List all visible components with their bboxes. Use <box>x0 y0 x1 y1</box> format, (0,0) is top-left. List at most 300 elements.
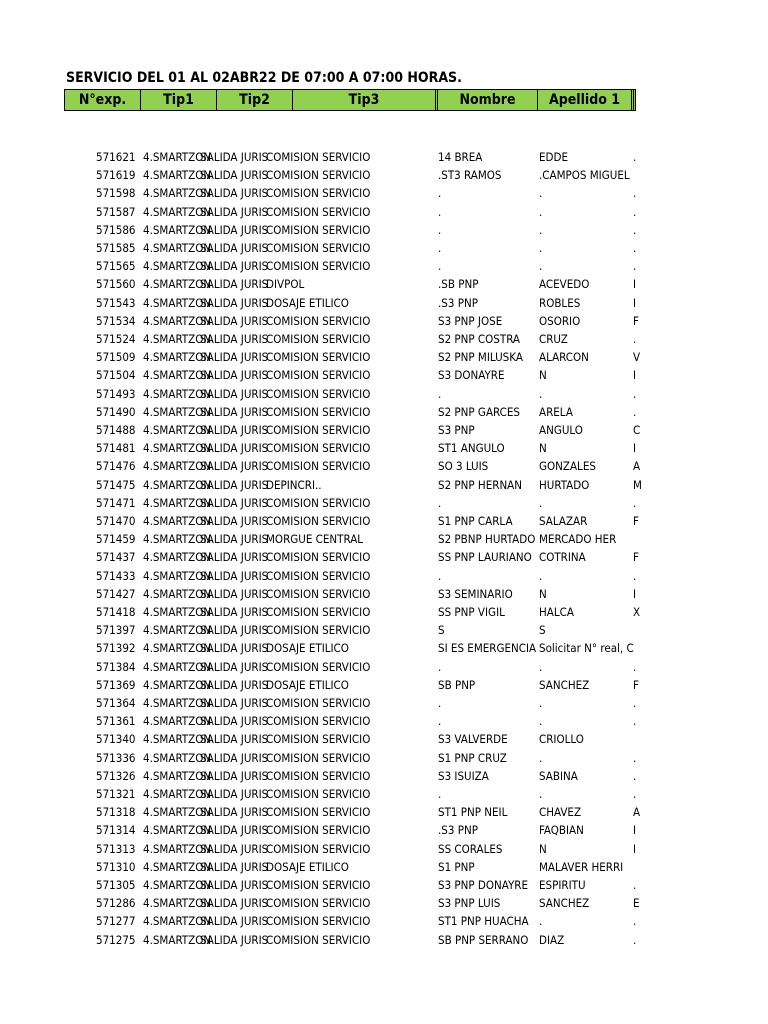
table-cell[interactable]: I <box>633 295 637 310</box>
table-cell[interactable]: . <box>539 259 543 274</box>
table-cell[interactable]: S3 PNP <box>438 423 475 437</box>
table-cell[interactable]: SABINA <box>539 768 578 783</box>
table-cell[interactable]: SALIDA JURIS <box>200 841 269 856</box>
table-cell[interactable]: . <box>539 659 543 674</box>
table-cell[interactable]: 4.SMARTZON <box>143 878 212 892</box>
table-cell[interactable]: SALIDA JURIS <box>200 186 269 201</box>
table-cell[interactable]: . <box>539 714 543 729</box>
table-cell[interactable]: 571471 <box>96 495 136 510</box>
table-cell[interactable]: 571314 <box>96 823 136 838</box>
table-cell[interactable]: 571543 <box>96 295 136 310</box>
table-cell[interactable]: .ST3 RAMOS <box>438 168 502 183</box>
table-cell[interactable]: MERCADO HER <box>539 532 617 547</box>
table-cell[interactable]: SALIDA JURIS <box>200 204 269 219</box>
table-cell[interactable]: 571598 <box>96 186 136 201</box>
table-cell[interactable]: SANCHEZ <box>539 677 590 692</box>
table-cell[interactable]: . <box>539 386 543 401</box>
table-cell[interactable]: SALIDA JURIS <box>200 932 269 947</box>
table-cell[interactable]: ROBLES <box>539 295 581 310</box>
table-cell[interactable]: S3 PNP LUIS <box>438 896 501 911</box>
table-cell[interactable]: COMISION SERVICIO <box>266 313 371 328</box>
table-cell[interactable]: S2 PNP GARCES <box>438 404 520 419</box>
table-cell[interactable]: CRUZ <box>539 332 568 346</box>
table-cell[interactable]: COMISION SERVICIO <box>266 404 371 419</box>
table-cell[interactable]: 4.SMARTZON <box>143 404 212 419</box>
table-cell[interactable]: 571392 <box>96 641 136 656</box>
table-cell[interactable]: 4.SMARTZON <box>143 222 212 237</box>
table-cell[interactable]: . <box>633 659 637 674</box>
table-cell[interactable]: DOSAJE ETILICO <box>266 641 349 656</box>
table-cell[interactable]: MORGUE CENTRAL <box>266 532 364 547</box>
table-cell[interactable]: . <box>539 204 543 219</box>
table-cell[interactable]: COMISION SERVICIO <box>266 150 371 164</box>
table-cell[interactable]: 571488 <box>96 423 136 437</box>
table-cell[interactable]: S3 PNP JOSE <box>438 313 503 328</box>
table-cell[interactable]: SALIDA JURIS <box>200 768 269 783</box>
table-cell[interactable]: .S3 PNP <box>438 823 478 838</box>
table-cell[interactable]: SALIDA JURIS <box>200 714 269 729</box>
table-cell[interactable]: 4.SMARTZON <box>143 896 212 911</box>
table-cell[interactable]: 4.SMARTZON <box>143 932 212 947</box>
table-cell[interactable]: SALIDA JURIS <box>200 495 269 510</box>
table-cell[interactable]: . <box>438 659 442 674</box>
table-cell[interactable]: 4.SMARTZON <box>143 514 212 528</box>
table-cell[interactable]: . <box>438 696 442 710</box>
table-cell[interactable]: S1 PNP <box>438 859 475 874</box>
table-cell[interactable]: . <box>633 150 637 164</box>
table-cell[interactable]: S3 VALVERDE <box>438 732 508 747</box>
table-cell[interactable]: 4.SMARTZON <box>143 732 212 747</box>
table-cell[interactable]: 4.SMARTZON <box>143 495 212 510</box>
table-cell[interactable]: F <box>633 313 639 328</box>
column-header-nombre[interactable]: Nombre <box>438 90 538 110</box>
table-cell[interactable]: COMISION SERVICIO <box>266 459 371 474</box>
table-cell[interactable]: COMISION SERVICIO <box>266 550 371 565</box>
table-cell[interactable]: . <box>438 222 442 237</box>
table-cell[interactable] <box>633 166 640 184</box>
table-cell[interactable]: SALIDA JURIS <box>200 787 269 801</box>
table-cell[interactable]: CHAVEZ <box>539 805 582 820</box>
table-cell[interactable]: . <box>438 186 442 201</box>
table-cell[interactable]: I <box>633 586 637 601</box>
table-cell[interactable]: . <box>633 386 637 401</box>
table-cell[interactable]: . <box>633 495 637 510</box>
column-header-tip3[interactable]: Tip3 <box>293 90 438 110</box>
table-cell[interactable]: 571481 <box>96 441 136 456</box>
table-cell[interactable]: SALIDA JURIS <box>200 168 269 183</box>
table-cell[interactable]: 4.SMARTZON <box>143 313 212 328</box>
table-cell[interactable]: . <box>539 495 543 510</box>
table-cell[interactable]: . <box>633 259 637 274</box>
table-cell[interactable]: OSORIO <box>539 313 581 328</box>
table-cell[interactable]: I <box>633 368 637 383</box>
table-cell[interactable]: COMISION SERVICIO <box>266 914 371 929</box>
table-cell[interactable]: 4.SMARTZON <box>143 841 212 856</box>
table-cell[interactable]: 571418 <box>96 605 136 619</box>
table-cell[interactable]: SALIDA JURIS <box>200 459 269 474</box>
table-cell[interactable]: . <box>438 568 442 583</box>
table-cell[interactable]: ARELA <box>539 404 573 419</box>
table-cell[interactable]: .SB PNP <box>438 277 479 292</box>
table-cell[interactable]: S2 PNP HERNAN <box>438 477 522 492</box>
table-cell[interactable]: DOSAJE ETILICO <box>266 295 349 310</box>
table-cell[interactable]: 571361 <box>96 714 136 729</box>
table-cell[interactable]: . <box>633 222 637 237</box>
table-cell[interactable]: . <box>539 696 543 710</box>
table-cell[interactable]: COMISION SERVICIO <box>266 696 371 710</box>
table-cell[interactable]: COMISION SERVICIO <box>266 495 371 510</box>
table-cell[interactable]: S3 ISUIZA <box>438 768 489 783</box>
table-cell[interactable]: . <box>633 186 637 201</box>
table-cell[interactable]: COMISION SERVICIO <box>266 714 371 729</box>
table-cell[interactable]: 571427 <box>96 586 136 601</box>
table-cell[interactable]: . <box>539 787 543 801</box>
table-cell[interactable]: S3 SEMINARIO <box>438 586 513 601</box>
table-cell[interactable]: 14 BREA <box>438 150 483 164</box>
table-cell[interactable]: F <box>633 514 639 528</box>
table-cell[interactable]: 4.SMARTZON <box>143 204 212 219</box>
table-cell[interactable]: COMISION SERVICIO <box>266 441 371 456</box>
table-cell[interactable]: S <box>438 623 445 638</box>
table-cell[interactable]: COMISION SERVICIO <box>266 896 371 911</box>
table-cell[interactable]: 4.SMARTZON <box>143 859 212 874</box>
table-cell[interactable]: SALIDA JURIS <box>200 696 269 710</box>
table-cell[interactable]: 4.SMARTZON <box>143 914 212 929</box>
table-cell[interactable]: 4.SMARTZON <box>143 441 212 456</box>
table-cell[interactable]: 571475 <box>96 477 136 492</box>
table-cell[interactable]: 571586 <box>96 222 136 237</box>
table-cell[interactable]: N <box>539 586 547 601</box>
table-cell[interactable]: 571493 <box>96 386 136 401</box>
table-cell[interactable]: 571286 <box>96 896 136 911</box>
table-cell[interactable]: 4.SMARTZON <box>143 805 212 820</box>
table-cell[interactable]: . <box>539 222 543 237</box>
table-cell[interactable]: ST1 PNP NEIL <box>438 805 508 820</box>
table-cell[interactable]: 4.SMARTZON <box>143 750 212 765</box>
table-cell[interactable]: SALIDA JURIS <box>200 404 269 419</box>
table-cell[interactable]: 4.SMARTZON <box>143 568 212 583</box>
table-cell[interactable]: 571509 <box>96 350 136 365</box>
table-cell[interactable]: 571534 <box>96 313 136 328</box>
table-cell[interactable]: . <box>633 204 637 219</box>
table-cell[interactable]: SALIDA JURIS <box>200 350 269 365</box>
table-cell[interactable]: SS CORALES <box>438 841 503 856</box>
table-cell[interactable] <box>633 730 640 748</box>
table-cell[interactable]: 4.SMARTZON <box>143 459 212 474</box>
table-cell[interactable]: COMISION SERVICIO <box>266 332 371 346</box>
table-cell[interactable]: . <box>633 332 637 346</box>
table-cell[interactable]: . <box>633 878 637 892</box>
column-header-tip1[interactable]: Tip1 <box>141 90 217 110</box>
table-cell[interactable]: 571364 <box>96 696 136 710</box>
table-cell[interactable]: ST1 ANGULO <box>438 441 505 456</box>
table-cell[interactable]: COMISION SERVICIO <box>266 805 371 820</box>
table-cell[interactable]: SALIDA JURIS <box>200 368 269 383</box>
table-cell[interactable]: . <box>633 787 637 801</box>
table-cell[interactable]: 4.SMARTZON <box>143 823 212 838</box>
table-cell[interactable]: SO 3 LUIS <box>438 459 489 474</box>
table-cell[interactable]: SALIDA JURIS <box>200 605 269 619</box>
table-cell[interactable]: 571318 <box>96 805 136 820</box>
table-cell[interactable]: DIVPOL <box>266 277 305 292</box>
table-cell[interactable]: COMISION SERVICIO <box>266 168 371 183</box>
table-cell[interactable]: SALIDA JURIS <box>200 277 269 292</box>
table-cell[interactable]: . <box>633 696 637 710</box>
table-cell[interactable]: 4.SMARTZON <box>143 641 212 656</box>
table-cell[interactable]: SALIDA JURIS <box>200 386 269 401</box>
table-cell[interactable]: DEPINCRI.. <box>266 477 322 492</box>
table-cell[interactable]: SALIDA JURIS <box>200 859 269 874</box>
table-cell[interactable]: SALIDA JURIS <box>200 514 269 528</box>
table-cell[interactable]: ESPIRITU <box>539 878 586 892</box>
table-cell[interactable]: SALIDA JURIS <box>200 332 269 346</box>
table-cell[interactable]: C <box>633 423 641 437</box>
table-cell[interactable]: . <box>633 404 637 419</box>
table-cell[interactable]: SB PNP SERRANO <box>438 932 529 947</box>
table-cell[interactable]: 571476 <box>96 459 136 474</box>
table-cell[interactable]: 571459 <box>96 532 136 547</box>
table-cell[interactable]: 4.SMARTZON <box>143 550 212 565</box>
table-cell[interactable]: 571504 <box>96 368 136 383</box>
table-cell[interactable]: SALIDA JURIS <box>200 623 269 638</box>
table-cell[interactable]: 4.SMARTZON <box>143 714 212 729</box>
table-cell[interactable]: . <box>633 768 637 783</box>
table-cell[interactable]: . <box>438 386 442 401</box>
table-cell[interactable]: SALIDA JURIS <box>200 259 269 274</box>
table-cell[interactable]: SALIDA JURIS <box>200 805 269 820</box>
table-cell[interactable]: M <box>633 477 642 492</box>
table-cell[interactable]: .S3 PNP <box>438 295 478 310</box>
table-cell[interactable]: COMISION SERVICIO <box>266 659 371 674</box>
table-cell[interactable]: . <box>633 750 637 765</box>
table-cell[interactable]: . <box>438 714 442 729</box>
table-cell[interactable]: COMISION SERVICIO <box>266 732 371 747</box>
table-cell[interactable]: 4.SMARTZON <box>143 659 212 674</box>
table-cell[interactable]: . <box>539 186 543 201</box>
table-cell[interactable]: SALIDA JURIS <box>200 586 269 601</box>
table-cell[interactable]: . <box>633 914 637 929</box>
table-cell[interactable]: . <box>633 568 637 583</box>
table-cell[interactable]: SB PNP <box>438 677 476 692</box>
table-cell[interactable]: 4.SMARTZON <box>143 150 212 164</box>
table-cell[interactable]: SALIDA JURIS <box>200 313 269 328</box>
table-cell[interactable]: 4.SMARTZON <box>143 168 212 183</box>
table-cell[interactable] <box>633 858 640 876</box>
table-cell[interactable]: COMISION SERVICIO <box>266 932 371 947</box>
table-cell[interactable]: F <box>633 677 639 692</box>
table-cell[interactable]: SS PNP LAURIANO <box>438 550 532 565</box>
table-cell[interactable]: 4.SMARTZON <box>143 787 212 801</box>
table-cell[interactable]: ALARCON <box>539 350 589 365</box>
table-cell[interactable]: 571384 <box>96 659 136 674</box>
table-cell[interactable]: SALIDA JURIS <box>200 641 269 656</box>
table-cell[interactable]: 571275 <box>96 932 136 947</box>
table-cell[interactable]: SALIDA JURIS <box>200 750 269 765</box>
table-cell[interactable]: SALIDA JURIS <box>200 295 269 310</box>
table-cell[interactable]: 4.SMARTZON <box>143 768 212 783</box>
table-cell[interactable]: SALIDA JURIS <box>200 914 269 929</box>
table-cell[interactable]: SALIDA JURIS <box>200 550 269 565</box>
table-cell[interactable]: ANGULO <box>539 423 583 437</box>
table-cell[interactable]: 571587 <box>96 204 136 219</box>
table-cell[interactable]: ST1 PNP HUACHA <box>438 914 529 929</box>
table-cell[interactable]: SALIDA JURIS <box>200 896 269 911</box>
table-cell[interactable]: SALIDA JURIS <box>200 568 269 583</box>
table-cell[interactable]: 571305 <box>96 878 136 892</box>
table-cell[interactable]: F <box>633 550 639 565</box>
table-cell[interactable]: COMISION SERVICIO <box>266 768 371 783</box>
table-cell[interactable]: 571619 <box>96 168 136 183</box>
table-cell[interactable]: SALIDA JURIS <box>200 878 269 892</box>
table-cell[interactable]: COMISION SERVICIO <box>266 586 371 601</box>
table-cell[interactable]: N <box>539 441 547 456</box>
table-cell[interactable]: FAQBIAN <box>539 823 584 838</box>
table-cell[interactable]: 4.SMARTZON <box>143 696 212 710</box>
table-cell[interactable]: S2 PNP MILUSKA <box>438 350 523 365</box>
table-cell[interactable]: . <box>438 259 442 274</box>
table-cell[interactable]: SALIDA JURIS <box>200 441 269 456</box>
table-cell[interactable]: 571621 <box>96 150 136 164</box>
table-cell[interactable]: SANCHEZ <box>539 896 590 911</box>
table-cell[interactable]: 571310 <box>96 859 136 874</box>
table-cell[interactable] <box>633 621 640 639</box>
table-cell[interactable]: I <box>633 277 637 292</box>
table-cell[interactable]: COMISION SERVICIO <box>266 204 371 219</box>
table-cell[interactable]: I <box>633 441 637 456</box>
table-cell[interactable]: 571565 <box>96 259 136 274</box>
table-cell[interactable]: 571340 <box>96 732 136 747</box>
table-cell[interactable]: COMISION SERVICIO <box>266 423 371 437</box>
table-cell[interactable]: COMISION SERVICIO <box>266 259 371 274</box>
table-cell[interactable]: 571336 <box>96 750 136 765</box>
table-cell[interactable]: S <box>539 623 546 638</box>
table-cell[interactable]: . <box>438 495 442 510</box>
table-cell[interactable]: S3 DONAYRE <box>438 368 505 383</box>
table-cell[interactable]: DOSAJE ETILICO <box>266 677 349 692</box>
table-cell[interactable]: 571326 <box>96 768 136 783</box>
table-cell[interactable]: SALIDA JURIS <box>200 423 269 437</box>
column-header-apellido1[interactable]: Apellido 1 <box>538 90 634 110</box>
table-cell[interactable]: SALIDA JURIS <box>200 659 269 674</box>
table-cell[interactable]: 4.SMARTZON <box>143 241 212 255</box>
table-cell[interactable]: 571369 <box>96 677 136 692</box>
table-cell[interactable]: HURTADO <box>539 477 590 492</box>
table-cell[interactable]: DIAZ <box>539 932 565 947</box>
table-cell[interactable]: COTRINA <box>539 550 586 565</box>
table-cell[interactable]: SALIDA JURIS <box>200 477 269 492</box>
table-cell[interactable]: V <box>633 350 641 365</box>
table-cell[interactable]: 4.SMARTZON <box>143 586 212 601</box>
table-cell[interactable]: COMISION SERVICIO <box>266 386 371 401</box>
table-cell[interactable]: 4.SMARTZON <box>143 623 212 638</box>
table-cell[interactable]: 571313 <box>96 841 136 856</box>
table-cell[interactable]: N <box>539 841 547 856</box>
table-cell[interactable]: E <box>633 896 640 911</box>
table-cell[interactable]: 4.SMARTZON <box>143 605 212 619</box>
table-cell[interactable]: 4.SMARTZON <box>143 477 212 492</box>
table-cell[interactable]: S2 PNP COSTRA <box>438 332 520 346</box>
table-cell[interactable]: COMISION SERVICIO <box>266 222 371 237</box>
table-cell[interactable]: . <box>438 787 442 801</box>
table-cell[interactable]: SALIDA JURIS <box>200 241 269 255</box>
table-cell[interactable]: HALCA <box>539 605 574 619</box>
table-cell[interactable]: N <box>539 368 547 383</box>
table-cell[interactable]: COMISION SERVICIO <box>266 368 371 383</box>
table-cell[interactable] <box>633 530 640 548</box>
table-cell[interactable]: A <box>633 459 641 474</box>
table-cell[interactable]: . <box>633 714 637 729</box>
table-cell[interactable]: 571437 <box>96 550 136 565</box>
column-header-tip2[interactable]: Tip2 <box>217 90 293 110</box>
table-cell[interactable]: 4.SMARTZON <box>143 423 212 437</box>
table-cell[interactable]: COMISION SERVICIO <box>266 350 371 365</box>
table-cell[interactable] <box>633 639 640 657</box>
table-cell[interactable]: X <box>633 605 641 619</box>
table-cell[interactable]: COMISION SERVICIO <box>266 787 371 801</box>
table-cell[interactable]: 4.SMARTZON <box>143 532 212 547</box>
table-cell[interactable]: S1 PNP CARLA <box>438 514 513 528</box>
table-cell[interactable]: . <box>539 914 543 929</box>
table-cell[interactable]: SALIDA JURIS <box>200 150 269 164</box>
table-cell[interactable]: SI ES EMERGENCIA <box>438 641 537 656</box>
table-cell[interactable]: . <box>539 750 543 765</box>
table-cell[interactable]: 4.SMARTZON <box>143 368 212 383</box>
table-cell[interactable]: 571490 <box>96 404 136 419</box>
table-cell[interactable]: COMISION SERVICIO <box>266 823 371 838</box>
table-cell[interactable]: SS PNP VIGIL <box>438 605 505 619</box>
table-cell[interactable]: 4.SMARTZON <box>143 259 212 274</box>
table-cell[interactable]: SALIDA JURIS <box>200 532 269 547</box>
table-cell[interactable]: S3 PNP DONAYRE <box>438 878 529 892</box>
table-cell[interactable]: S2 PBNP HURTADO <box>438 532 536 547</box>
column-header-nexp[interactable]: N°exp. <box>65 90 141 110</box>
table-cell[interactable]: EDDE <box>539 150 569 164</box>
table-cell[interactable]: Solicitar N° real, C <box>539 641 634 656</box>
table-cell[interactable]: SALIDA JURIS <box>200 222 269 237</box>
table-cell[interactable]: 571433 <box>96 568 136 583</box>
table-cell[interactable]: . <box>633 241 637 255</box>
table-cell[interactable]: . <box>438 204 442 219</box>
table-cell[interactable]: 571560 <box>96 277 136 292</box>
table-cell[interactable]: GONZALES <box>539 459 596 474</box>
table-cell[interactable]: CRIOLLO <box>539 732 584 747</box>
table-cell[interactable]: 571277 <box>96 914 136 929</box>
table-cell[interactable]: 4.SMARTZON <box>143 350 212 365</box>
table-cell[interactable]: ACEVEDO <box>539 277 590 292</box>
table-cell[interactable]: . <box>539 241 543 255</box>
table-cell[interactable]: COMISION SERVICIO <box>266 750 371 765</box>
table-cell[interactable]: MALAVER HERRI <box>539 859 624 874</box>
table-cell[interactable]: 571470 <box>96 514 136 528</box>
table-cell[interactable]: COMISION SERVICIO <box>266 878 371 892</box>
table-cell[interactable]: 571397 <box>96 623 136 638</box>
table-cell[interactable]: COMISION SERVICIO <box>266 514 371 528</box>
table-cell[interactable]: .CAMPOS MIGUEL <box>539 168 630 183</box>
table-cell[interactable]: S1 PNP CRUZ <box>438 750 507 765</box>
table-cell[interactable]: . <box>539 568 543 583</box>
table-cell[interactable]: SALIDA JURIS <box>200 823 269 838</box>
table-cell[interactable]: SALIDA JURIS <box>200 732 269 747</box>
table-cell[interactable]: 4.SMARTZON <box>143 332 212 346</box>
table-cell[interactable]: COMISION SERVICIO <box>266 605 371 619</box>
table-cell[interactable]: . <box>438 241 442 255</box>
table-cell[interactable]: I <box>633 823 637 838</box>
table-cell[interactable]: 4.SMARTZON <box>143 295 212 310</box>
table-cell[interactable]: SALIDA JURIS <box>200 677 269 692</box>
table-cell[interactable]: 571321 <box>96 787 136 801</box>
table-cell[interactable]: SALAZAR <box>539 514 588 528</box>
table-cell[interactable]: 4.SMARTZON <box>143 277 212 292</box>
